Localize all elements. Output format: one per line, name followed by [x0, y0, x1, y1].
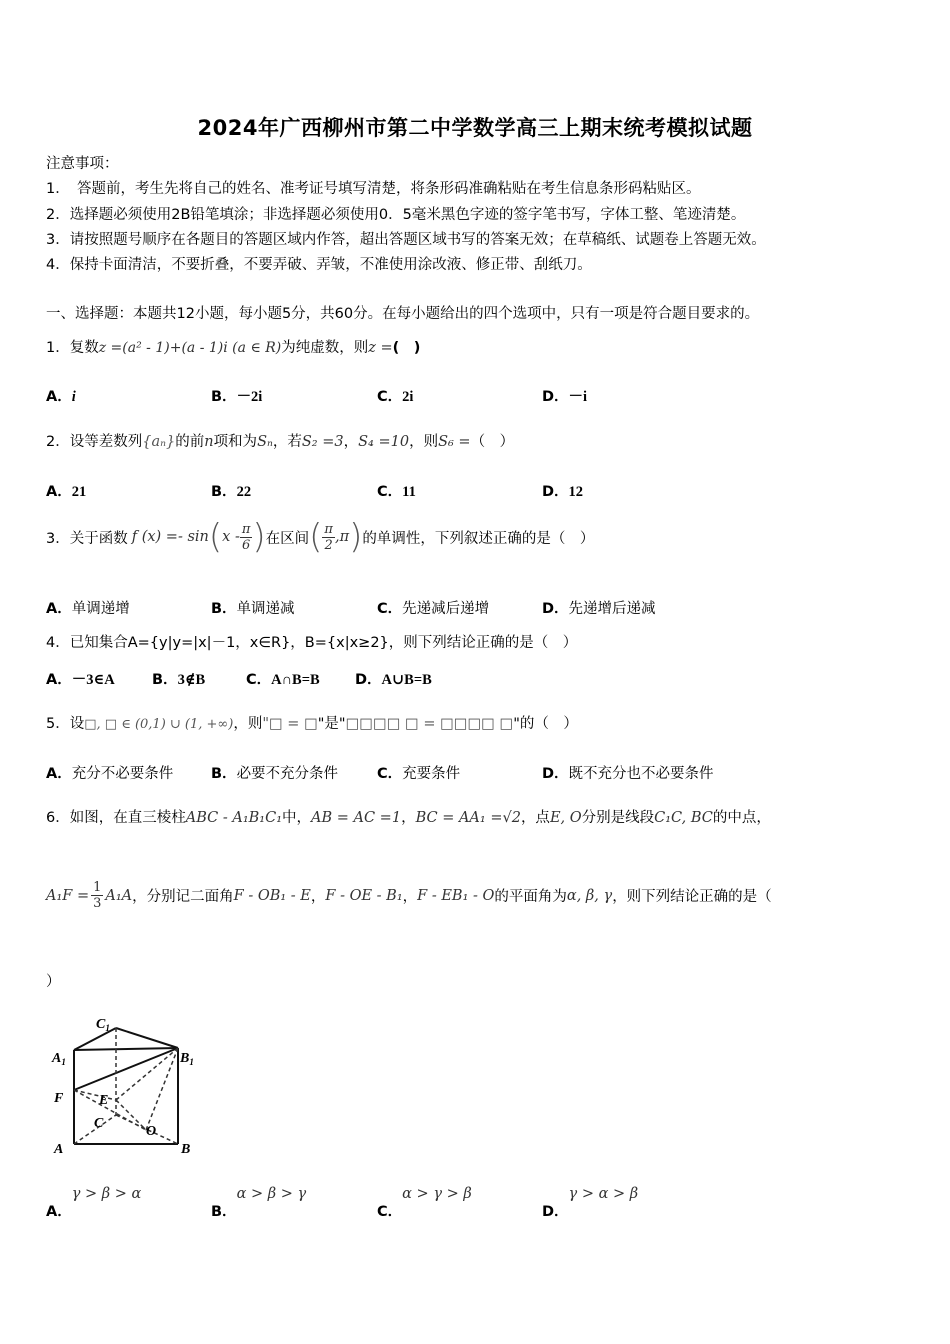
q6-prism: ABC - A₁B₁C₁ — [185, 810, 283, 826]
q5-option-d[interactable]: D．既不充分也不必要条件 — [542, 766, 714, 782]
q6-option-d[interactable]: D．γ > α > β — [542, 1186, 639, 1220]
notice-heading: 注意事项： — [46, 156, 119, 172]
q6-segments: C₁C, BC — [654, 810, 713, 826]
q2-condition-1: S₂ =3 — [301, 434, 344, 450]
q2-paren: （ ） — [470, 434, 515, 450]
q1-paren: ( ) — [392, 340, 421, 356]
q2-sequence: {aₙ} — [142, 434, 176, 450]
q5-option-b[interactable]: B．必要不充分条件 — [211, 766, 339, 782]
notice-item: 2．选择题必须使用2B铅笔填涂；非选择题必须使用0．5毫米黑色字迹的签字笔书写，字体工整、笔迹清楚。 — [46, 207, 746, 223]
q6-a1f: A₁F = — [46, 887, 90, 904]
q4-option-a[interactable]: A．－3∈A — [46, 672, 115, 688]
q6-condition-2: BC = AA₁ =√2 — [415, 810, 521, 826]
q2-ask: S₆ = — [438, 434, 471, 450]
q3-text: 的单调性，下列叙述正确的是（ ） — [362, 530, 595, 547]
q6-text: ， — [401, 810, 416, 826]
segment-fe — [74, 1090, 116, 1100]
q6-text: ，点 — [520, 810, 550, 826]
q5-option-a[interactable]: A．充分不必要条件 — [46, 766, 174, 782]
q6-fraction-1-3: $\frac{1}{3}$ — [93, 880, 102, 911]
q6-points: E, O — [549, 810, 582, 826]
q6-text: 分别是线段 — [581, 810, 655, 826]
q2-text: ，则 — [409, 434, 439, 450]
q1-ask: z = — [368, 340, 393, 356]
q3-option-a[interactable]: A．单调递增 — [46, 601, 130, 617]
q2-option-a[interactable]: A．21 — [46, 484, 87, 500]
q3-interval-end: ,π — [334, 529, 350, 545]
edge-c1b1 — [116, 1028, 178, 1048]
question-4: 4．已知集合A={y|y=|x|－1，x∈R}，B={x|x≥2}，则下列结论正确的是（ ） — [46, 635, 578, 651]
q2-sn: Sₙ — [257, 434, 273, 450]
notice-item: 4．保持卡面清洁，不要折叠，不要弄破、弄皱，不准使用涂改液、修正带、刮纸刀。 — [46, 257, 592, 273]
section-heading: 一、选择题：本题共12小题，每小题5分，共60分。在每小题给出的四个选项中，只有一项是符合题目要求的。 — [46, 306, 760, 322]
question-1 — [46, 336, 420, 357]
q3-function: f (x) =- sin — [131, 529, 209, 545]
q6-text: ， — [310, 889, 326, 905]
q5-text: ，则 — [233, 716, 263, 732]
q3-option-d[interactable]: D．先递增后递减 — [542, 601, 656, 617]
label-o: O — [146, 1124, 157, 1139]
question-6-line-2 — [46, 880, 772, 911]
q4-option-d[interactable]: D．A∪B=B — [355, 672, 432, 688]
label-c: C — [94, 1116, 104, 1131]
q1-option-d[interactable]: D．－i — [542, 389, 588, 405]
q5-condition: □, □ ∈ (0,1) ∪ (1, +∞) — [84, 717, 234, 732]
q6-close-paren: ） — [46, 974, 61, 990]
q2-option-b[interactable]: B．22 — [211, 484, 252, 500]
q6-a1a: A₁A — [105, 887, 133, 904]
q1-option-a[interactable]: A．i — [46, 389, 76, 405]
q1-option-b[interactable]: B．－2i — [211, 389, 263, 405]
q6-text: ，则下列结论正确的是（ — [612, 889, 772, 905]
edge-a1b1 — [74, 1048, 178, 1050]
q2-option-c[interactable]: C．11 — [377, 484, 416, 500]
q3-fraction-pi-6: $\frac{\pi}{6}$ — [241, 521, 251, 553]
segment-fb1 — [74, 1048, 178, 1090]
q6-text: 的中点， — [712, 810, 771, 826]
q6-text: ， — [402, 889, 418, 905]
q3-fraction-pi-2: $\frac{\pi}{2}$ — [324, 521, 333, 553]
label-b1: $B_1$ — [180, 1051, 194, 1067]
q6-option-c[interactable]: C．α > γ > β — [377, 1186, 472, 1220]
page-title: 2024年广西柳州市第二中学数学高三上期末统考模拟试题 — [197, 116, 753, 140]
q2-stem: 2．设等差数列 — [46, 434, 143, 450]
q1-stem: 1．复数 — [46, 340, 99, 356]
q3-inner: x - — [222, 529, 240, 545]
q2-n: n — [204, 434, 214, 450]
q5-text: "的（ ） — [513, 716, 578, 732]
q6-text: 中， — [282, 810, 312, 826]
q6-dihedral-1: F - OB₁ - E — [233, 887, 311, 904]
q6-text: 的平面角为 — [494, 889, 567, 905]
q5-text: "是" — [317, 716, 346, 732]
paren-left: ( — [208, 517, 223, 557]
q2-condition-2: S₄ =10 — [358, 434, 410, 450]
notice-item: 3．请按照题号顺序在各题目的答题区域内作答，超出答题区域书写的答案无效；在草稿纸、试题卷上答题无效。 — [46, 232, 766, 248]
q3-text: 在区间 — [265, 530, 310, 547]
segment-ob1 — [146, 1048, 178, 1130]
q6-condition-1: AB = AC =1 — [311, 810, 402, 826]
q5-stem: 5．设 — [46, 716, 85, 732]
q2-text: 项和为 — [213, 434, 258, 450]
q5-statement-2: □□□□ □ = □□□□ □ — [345, 716, 514, 732]
q6-stem: 6．如图，在直三棱柱 — [46, 810, 186, 826]
label-c1: $C_1$ — [96, 1017, 110, 1033]
prism-figure — [44, 1010, 214, 1160]
q6-text: ，分别记二面角 — [132, 889, 234, 905]
q2-text: ，若 — [272, 434, 302, 450]
q2-option-d[interactable]: D．12 — [542, 484, 584, 500]
q2-text: ， — [343, 434, 359, 450]
q4-option-c[interactable]: C．A∩B=B — [246, 672, 320, 688]
q4-option-b[interactable]: B．3∉B — [152, 672, 206, 688]
q6-angles: α, β, γ — [566, 887, 613, 904]
segment-fo — [74, 1090, 146, 1130]
label-a: A — [54, 1142, 64, 1157]
q3-stem: 3．关于函数 — [46, 530, 128, 547]
question-5 — [46, 712, 578, 733]
paren-left: ( — [309, 517, 323, 557]
q1-option-c[interactable]: C．2i — [377, 389, 414, 405]
q3-option-b[interactable]: B．单调递减 — [211, 601, 295, 617]
notice-item: 1． 答题前，考生先将自己的姓名、准考证号填写清楚，将条形码准确粘贴在考生信息条形码粘贴区。 — [46, 181, 701, 197]
q5-statement-1: "□ = □ — [262, 716, 318, 732]
q5-option-c[interactable]: C．充要条件 — [377, 766, 461, 782]
q6-option-b[interactable]: B．α > β > γ — [211, 1186, 307, 1220]
segment-eb1 — [116, 1048, 178, 1100]
question-3 — [46, 512, 594, 562]
label-b: B — [181, 1142, 191, 1157]
q3-option-c[interactable]: C．先递减后递增 — [377, 601, 490, 617]
q6-dihedral-3: F - EB₁ - O — [417, 887, 495, 904]
q1-stem-mid: 为纯虚数，则 — [281, 340, 369, 356]
q1-formula: z =(a² - 1)+(a - 1)i (a ∈ R) — [98, 340, 282, 356]
q6-dihedral-2: F - OE - B₁ — [325, 887, 403, 904]
question-6 — [46, 806, 771, 827]
question-2 — [46, 430, 514, 451]
label-a1: $A_1$ — [52, 1051, 66, 1067]
q6-option-a[interactable]: A．γ > β > α — [46, 1186, 142, 1220]
paren-right: ) — [252, 517, 266, 557]
q2-text: 的前 — [175, 434, 205, 450]
label-e: E — [99, 1093, 109, 1108]
label-f: F — [54, 1091, 64, 1106]
paren-right: ) — [349, 517, 363, 557]
